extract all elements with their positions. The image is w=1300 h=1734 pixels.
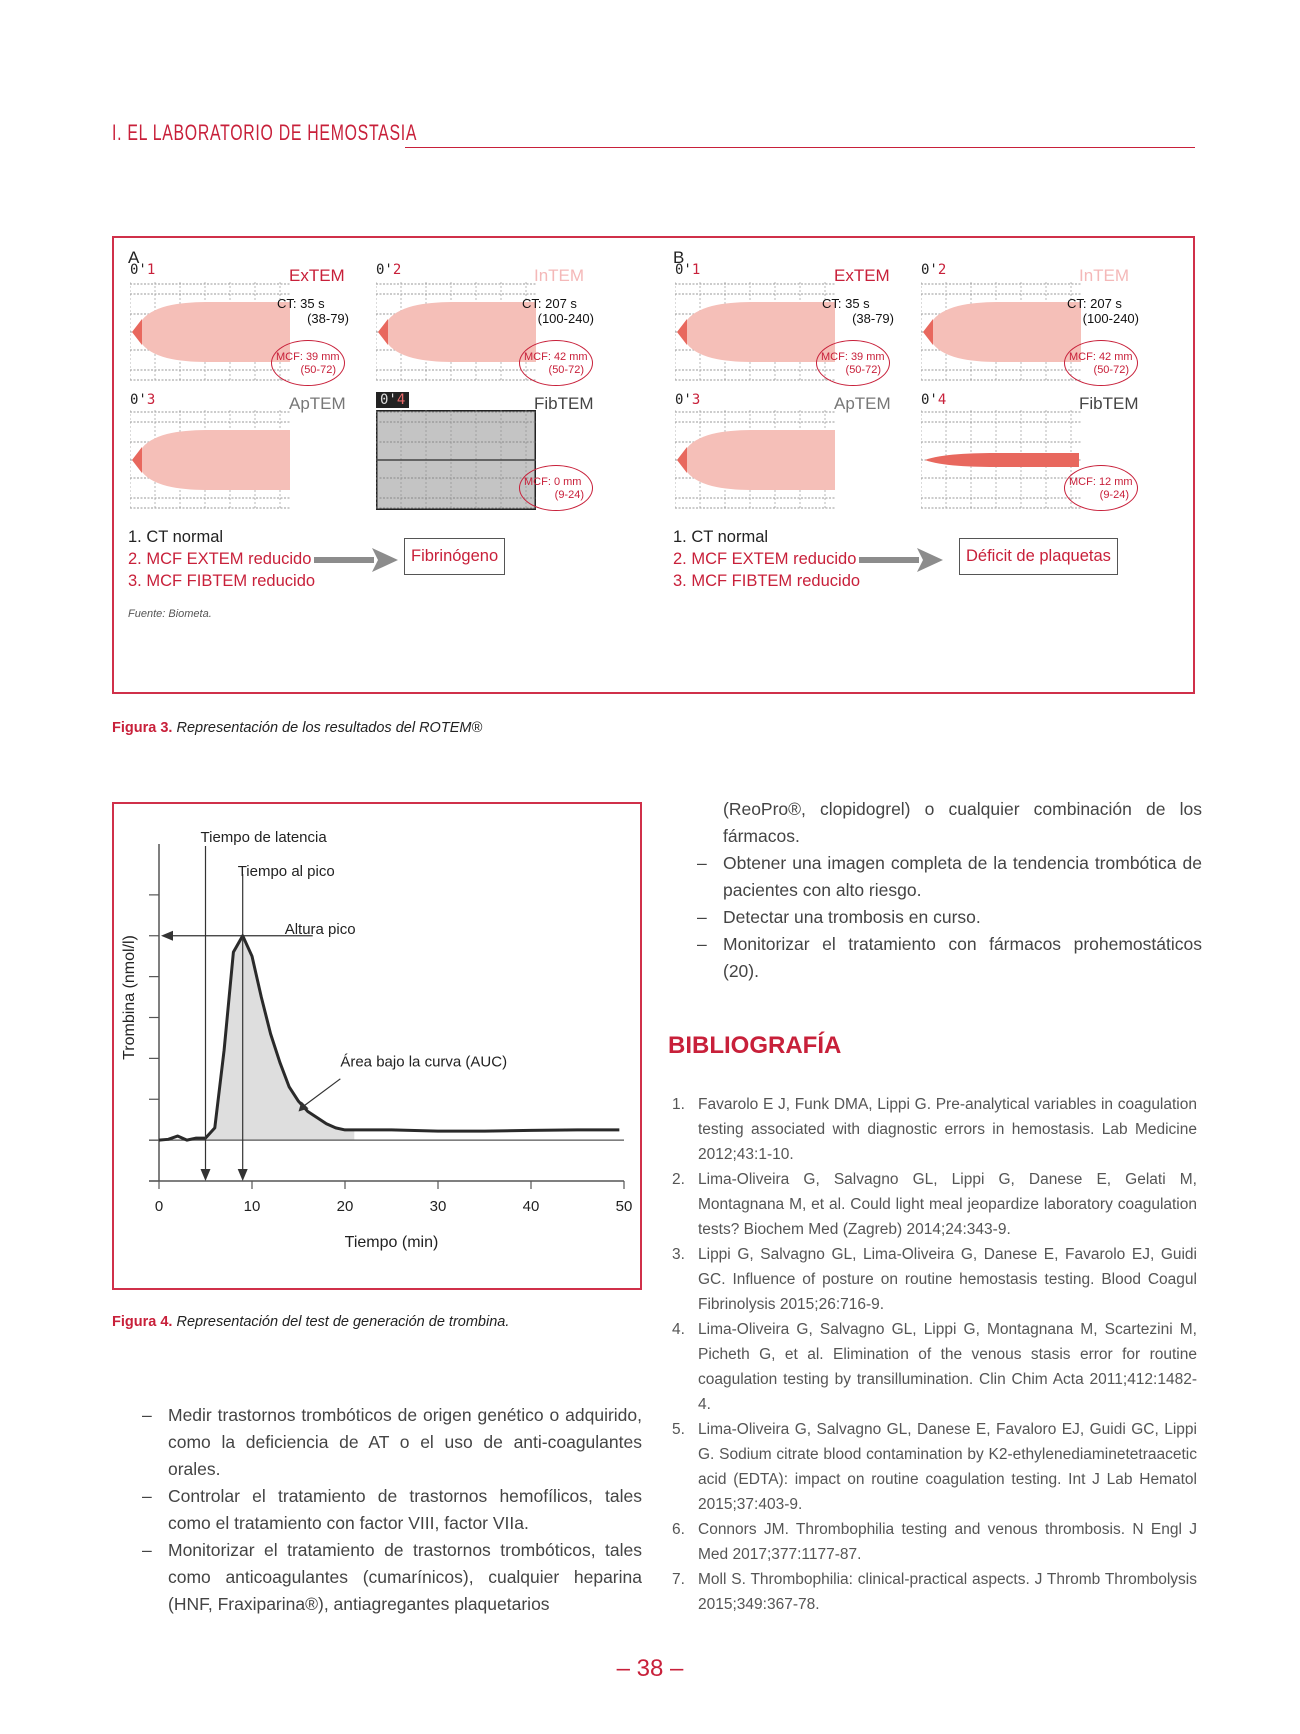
channel-label bbox=[130, 392, 155, 408]
channel-prefix: 0' bbox=[130, 392, 147, 408]
mcf-value: MCF: 39 mm bbox=[821, 351, 885, 363]
channel-name: ExTEM bbox=[289, 266, 345, 285]
channel-name: InTEM bbox=[534, 266, 585, 285]
arrow-icon bbox=[314, 548, 398, 572]
channel-number: 1 bbox=[146, 262, 156, 278]
x-axis-label: Tiempo (min) bbox=[344, 1234, 439, 1251]
reference-text: Favarolo E J, Funk DMA, Lippi G. Pre-analytical variables in coagulation testing associated with diagnostic errors in hemostasis. Lab Medicine 2012;43:1-10. bbox=[698, 1096, 1197, 1163]
caption-label: Figura 4. bbox=[112, 1314, 173, 1330]
ct-range: (100-240) bbox=[537, 311, 594, 326]
channel-name: FibTEM bbox=[1079, 394, 1139, 413]
channel-label bbox=[675, 392, 700, 408]
rotem-tracer-intem bbox=[921, 282, 1081, 382]
channel-prefix: 0' bbox=[130, 262, 147, 278]
running-header: I. EL LABORATORIO DE HEMOSTASIA bbox=[112, 120, 418, 145]
mcf-range: (50-72) bbox=[845, 364, 881, 376]
clot-trace bbox=[677, 430, 835, 490]
channel-number: 4 bbox=[396, 392, 406, 408]
caption-text: Representación de los resultados del ROTEM® bbox=[176, 720, 483, 736]
clot-trace bbox=[923, 302, 1081, 362]
mcf-badge bbox=[271, 340, 345, 386]
figure-3-rotem bbox=[112, 236, 1195, 694]
arrow-icon bbox=[859, 548, 943, 572]
figure-4-caption bbox=[112, 1314, 509, 1330]
clotting-time bbox=[277, 296, 349, 326]
reference-item bbox=[672, 1417, 1197, 1517]
mcf-badge bbox=[519, 340, 593, 386]
reference-number: 6. bbox=[672, 1521, 685, 1538]
reference-number: 2. bbox=[672, 1171, 685, 1188]
latency-arrow-icon bbox=[201, 1169, 211, 1181]
caption-text: Representación del test de generación de trombina. bbox=[176, 1314, 510, 1330]
channel-name: FibTEM bbox=[534, 394, 594, 413]
reference-text: Lima-Oliveira G, Salvagno GL, Lippi G, Montagnana M, Scartezini M, Picheth G, et al. Elimination of the venous stasis error for routine coagulation testing by transillumination. Clin Chim Acta 2011;412:1482-4. bbox=[698, 1321, 1197, 1413]
channel-number: 1 bbox=[691, 262, 701, 278]
channel-label bbox=[376, 262, 401, 278]
ct-value: CT: 35 s bbox=[822, 296, 870, 311]
x-tick-label: 0 bbox=[154, 1198, 164, 1215]
mcf-value: MCF: 12 mm bbox=[1069, 476, 1133, 488]
channel-label bbox=[130, 262, 155, 278]
mcf-value: MCF: 0 mm bbox=[524, 476, 582, 488]
finding-line: 1. CT normal bbox=[673, 528, 769, 546]
ct-value: CT: 35 s bbox=[277, 296, 325, 311]
caption-label: Figura 3. bbox=[112, 720, 173, 736]
channel-name: InTEM bbox=[1079, 266, 1130, 285]
reference-number: 4. bbox=[672, 1321, 685, 1338]
reference-number: 1. bbox=[672, 1096, 685, 1113]
rotem-tracer-extem bbox=[675, 282, 835, 382]
bibliography-heading: BIBLIOGRAFÍA bbox=[668, 1032, 842, 1059]
mcf-range: (9-24) bbox=[1099, 489, 1129, 501]
reference-number: 7. bbox=[672, 1571, 685, 1588]
reference-text: Lima-Oliveira G, Salvagno GL, Lippi G, Danese E, Gelati M, Montagnana M, et al. Could light meal jeopardize laboratory coagulation tests? Biochem Med (Zagreb) 2014;24:343-9. bbox=[698, 1171, 1197, 1238]
bullet-item: – Monitorizar el tratamiento con fármacos prohemostáticos (20). bbox=[697, 934, 1202, 981]
bullet-item: – Obtener una imagen completa de la tendencia trombótica de pacientes con alto riesgo. bbox=[697, 853, 1202, 900]
figure-source: Fuente: Biometa. bbox=[128, 608, 212, 620]
reference-text: Lippi G, Salvagno GL, Lima-Oliveira G, Danese E, Favarolo EJ, Guidi GC. Influence of posture on routine hemostasis testing. Blood Coagul Fibrinolysis 2015;26:716-9. bbox=[698, 1246, 1197, 1313]
rotem-tracer-fibtem bbox=[376, 410, 536, 510]
panel-letter: B bbox=[673, 248, 685, 267]
finding-line: 3. MCF FIBTEM reducido bbox=[128, 572, 316, 590]
peak-height-arrow-icon bbox=[161, 931, 173, 941]
thrombin-chart bbox=[114, 804, 640, 1288]
bullet-continuation: (ReoPro®, clopidogrel) o cualquier combinación de los fármacos. bbox=[723, 799, 1202, 846]
channel-name: ApTEM bbox=[289, 394, 346, 413]
mcf-value: MCF: 42 mm bbox=[1069, 351, 1133, 363]
header-rule bbox=[405, 147, 1195, 148]
clot-trace bbox=[132, 302, 290, 362]
left-bullet-list bbox=[142, 1402, 642, 1618]
x-tick-label: 50 bbox=[615, 1198, 633, 1215]
mcf-badge bbox=[519, 465, 593, 511]
finding-line: 3. MCF FIBTEM reducido bbox=[673, 572, 861, 590]
ct-range: (38-79) bbox=[307, 311, 349, 326]
ct-range: (100-240) bbox=[1082, 311, 1139, 326]
mcf-range: (50-72) bbox=[548, 364, 584, 376]
peak-time-arrow-icon bbox=[238, 1169, 248, 1181]
reference-list bbox=[672, 1092, 1197, 1617]
x-tick-label: 10 bbox=[243, 1198, 261, 1215]
channel-prefix: 0' bbox=[380, 392, 397, 408]
finding-line: 2. MCF EXTEM reducido bbox=[673, 550, 857, 568]
mcf-badge bbox=[816, 340, 890, 386]
channel-label bbox=[376, 392, 409, 408]
reference-item bbox=[672, 1517, 1197, 1567]
annotation-auc: Área bajo la curva (AUC) bbox=[340, 1053, 508, 1071]
reference-number: 3. bbox=[672, 1246, 685, 1263]
reference-number: 5. bbox=[672, 1421, 685, 1438]
channel-prefix: 0' bbox=[921, 262, 938, 278]
channel-prefix: 0' bbox=[376, 262, 393, 278]
x-tick-label: 30 bbox=[429, 1198, 447, 1215]
channel-number: 2 bbox=[937, 262, 947, 278]
finding-line: 2. MCF EXTEM reducido bbox=[128, 550, 312, 568]
channel-number: 3 bbox=[691, 392, 701, 408]
ct-value: CT: 207 s bbox=[1067, 296, 1122, 311]
mcf-badge bbox=[1064, 340, 1138, 386]
clot-trace bbox=[132, 430, 290, 490]
channel-prefix: 0' bbox=[921, 392, 938, 408]
figure-4-thrombin-generation bbox=[112, 802, 642, 1290]
bullet-item: – Medir trastornos trombóticos de origen genético o adquirido, como la deficiencia de AT o el uso de anti-coagulantes orales. bbox=[142, 1405, 642, 1479]
channel-label bbox=[921, 392, 946, 408]
finding-line: 1. CT normal bbox=[128, 528, 224, 546]
reference-item bbox=[672, 1242, 1197, 1317]
channel-name: ApTEM bbox=[834, 394, 891, 413]
channel-prefix: 0' bbox=[675, 392, 692, 408]
reference-text: Moll S. Thrombophilia: clinical-practical aspects. J Thromb Thrombolysis 2015;349:367-78. bbox=[698, 1571, 1197, 1613]
annotation-peak-height: Altura pico bbox=[284, 920, 356, 938]
rotem-tracer-aptem bbox=[130, 410, 290, 510]
channel-number: 3 bbox=[146, 392, 156, 408]
mcf-badge bbox=[1064, 465, 1138, 511]
rotem-tracer-fibtem bbox=[921, 410, 1081, 510]
bullet-item: – Detectar una trombosis en curso. bbox=[697, 907, 981, 927]
x-tick-label: 20 bbox=[336, 1198, 354, 1215]
y-axis-label: Trombina (nmol/l) bbox=[121, 935, 138, 1060]
ct-value: CT: 207 s bbox=[522, 296, 577, 311]
ct-range: (38-79) bbox=[852, 311, 894, 326]
auc-area bbox=[206, 936, 355, 1140]
diagnosis-box: Déficit de plaquetas bbox=[959, 538, 1118, 575]
mcf-range: (9-24) bbox=[554, 489, 584, 501]
channel-name: ExTEM bbox=[834, 266, 890, 285]
channel-prefix: 0' bbox=[675, 262, 692, 278]
right-bullet-list bbox=[697, 796, 1202, 985]
reference-item bbox=[672, 1567, 1197, 1617]
mcf-range: (50-72) bbox=[300, 364, 336, 376]
mcf-range: (50-72) bbox=[1093, 364, 1129, 376]
rotem-tracer-aptem bbox=[675, 410, 835, 510]
channel-label bbox=[675, 262, 700, 278]
reference-text: Connors JM. Thrombophilia testing and venous thrombosis. N Engl J Med 2017;377:1177-87. bbox=[698, 1521, 1197, 1563]
clotting-time bbox=[522, 296, 594, 326]
reference-item bbox=[672, 1167, 1197, 1242]
channel-label bbox=[921, 262, 946, 278]
clot-trace bbox=[378, 302, 536, 362]
bullet-item: – Monitorizar el tratamiento de trastornos trombóticos, tales como anticoagulantes (cumarínicos), cualquier heparina (HNF, Fraxiparina®), antiagregantes plaquetarios bbox=[142, 1540, 642, 1614]
mcf-value: MCF: 42 mm bbox=[524, 351, 588, 363]
clotting-time bbox=[1067, 296, 1139, 326]
figure-3-caption bbox=[112, 720, 482, 736]
diagnosis-box: Fibrinógeno bbox=[404, 538, 505, 575]
annotation-peak-time: Tiempo al pico bbox=[237, 863, 335, 880]
auc-pointer-line bbox=[305, 1079, 341, 1106]
reference-item bbox=[672, 1092, 1197, 1167]
clot-trace bbox=[677, 302, 835, 362]
channel-number: 4 bbox=[937, 392, 947, 408]
channel-number: 2 bbox=[392, 262, 402, 278]
panel-letter: A bbox=[128, 248, 140, 267]
page-number: – 38 – bbox=[616, 1655, 684, 1682]
reference-item bbox=[672, 1317, 1197, 1417]
rotem-tracer-extem bbox=[130, 282, 290, 382]
bullet-item: – Controlar el tratamiento de trastornos hemofílicos, tales como el tratamiento con factor VIII, factor VIIa. bbox=[142, 1486, 642, 1533]
reference-text: Lima-Oliveira G, Salvagno GL, Danese E, Favaloro EJ, Guidi GC, Lippi G. Sodium citrate blood contamination by K2-ethylenediaminetetraacetic acid (EDTA): impact on routine coagulation testing. Int J Lab Hematol 2015;37:403-9. bbox=[698, 1421, 1197, 1513]
mcf-value: MCF: 39 mm bbox=[276, 351, 340, 363]
annotation-latency: Tiempo de latencia bbox=[200, 829, 327, 846]
x-tick-label: 40 bbox=[522, 1198, 540, 1215]
clotting-time bbox=[822, 296, 894, 326]
rotem-tracer-intem bbox=[376, 282, 536, 382]
